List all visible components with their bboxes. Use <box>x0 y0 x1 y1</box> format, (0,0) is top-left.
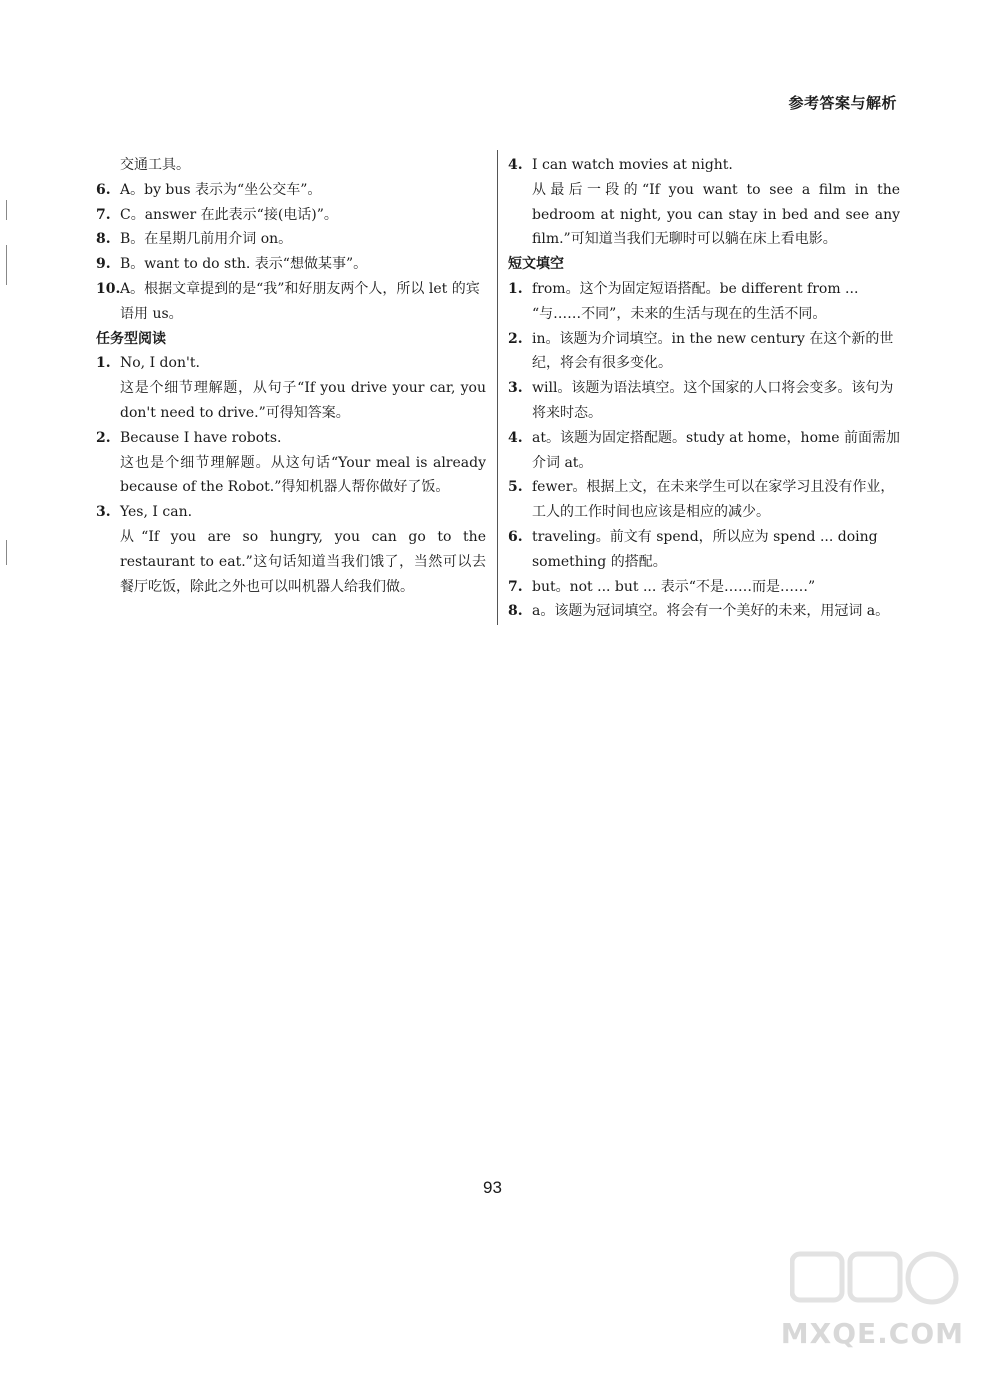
item-explanation: 从“If you are so hungry, you can go to the restaurant to eat.”这句话知道当我们饿了，当然可以去餐厅吃饭，除此之外也可以叫机器人给我们做。 <box>120 528 486 595</box>
item-text: will。该题为语法填空。这个国家的人口将会变多。该句为将来时态。 <box>532 380 894 421</box>
list-item <box>508 376 900 426</box>
page-number: 93 <box>483 1178 502 1197</box>
item-text: A。by bus 表示为“坐公交车”。 <box>120 181 322 198</box>
task-item <box>96 351 486 376</box>
binding-mark <box>6 245 7 285</box>
binding-mark <box>6 540 7 565</box>
item-number: 1. <box>508 280 523 297</box>
task-item <box>96 426 486 451</box>
item-number: 6. <box>508 528 523 545</box>
item-text: fewer。根据上文，在未来学生可以在家学习且没有作业，工人的工作时间也应该是相应的减少。 <box>532 479 895 521</box>
list-item <box>96 277 486 327</box>
list-item <box>508 475 900 525</box>
item-number: 2. <box>508 330 523 347</box>
item-number: 5. <box>508 479 523 496</box>
item-text: B。want to do sth. 表示“想做某事”。 <box>120 256 368 273</box>
item-text: A。根据文章提到的是“我”和好朋友两个人，所以 let 的宾语用 us。 <box>120 280 480 322</box>
item-number: 3. <box>508 380 523 397</box>
task-item <box>96 500 486 525</box>
item-number: 4. <box>508 157 523 173</box>
item-explanation: 从最后一段的“If you want to see a film in the bedroom at night, you can stay in bed and see any film.”可知道当我们无聊时可以躺在床上看电影。 <box>532 181 900 248</box>
item-number: 4. <box>508 429 523 446</box>
list-item <box>96 227 486 252</box>
item-answer: I can watch movies at night. <box>532 157 733 173</box>
watermark-text: MXQE.COM <box>780 1317 964 1350</box>
item-number: 7. <box>508 578 523 595</box>
section-title-task-reading: 任务型阅读 <box>96 330 166 347</box>
item-number: 1. <box>96 355 111 372</box>
section-title-cloze: 短文填空 <box>508 256 564 273</box>
item-text: C。answer 在此表示“接(电话)”。 <box>120 206 338 223</box>
list-item <box>96 252 486 277</box>
item-number: 6. <box>96 181 111 198</box>
list-item <box>508 327 900 377</box>
item-text: B。在星期几前用介词 on。 <box>120 231 293 248</box>
column-divider <box>497 150 498 625</box>
item-number: 10. <box>96 280 121 297</box>
item-text: in。该题为介词填空。in the new century 在这个新的世纪，将会有很多变化。 <box>532 330 894 372</box>
item-answer: Yes, I can. <box>120 504 193 521</box>
item-explanation: 这是个细节理解题，从句子“If you drive your car, you don't need to drive.”可得知答案。 <box>120 380 486 421</box>
page-header-title: 参考答案与解析 <box>788 94 897 112</box>
right-column <box>508 153 900 624</box>
item-text: a。该题为冠词填空。将会有一个美好的未来，用冠词 a。 <box>532 603 890 620</box>
item-text: at。该题为固定搭配题。study at home，home 前面需加介词 at。 <box>532 429 901 471</box>
left-column <box>96 153 486 599</box>
watermark-emblem-icon <box>790 1248 960 1308</box>
list-item <box>96 178 486 203</box>
list-item <box>96 203 486 228</box>
item-text: from。这个为固定短语搭配。be different from ... “与……不同”，未来的生活与现在的生活不同。 <box>532 280 859 322</box>
item-number: 9. <box>96 256 111 273</box>
item-answer: No, I don't. <box>120 355 200 372</box>
lead-line: 交通工具。 <box>120 157 190 173</box>
item-answer: Because I have robots. <box>120 429 282 446</box>
item-number: 2. <box>96 429 111 446</box>
watermark-logo <box>780 1248 970 1358</box>
item-explanation: 这也是个细节理解题。从这句话“Your meal is already because of the Robot.”得知机器人帮你做好了饭。 <box>120 454 486 496</box>
list-item <box>508 599 900 624</box>
item-number: 8. <box>96 231 111 248</box>
binding-mark <box>6 200 7 220</box>
item-number: 3. <box>96 504 111 521</box>
item-text: but。not ... but ... 表示“不是……而是……” <box>532 578 816 595</box>
list-item <box>508 277 900 327</box>
item-text: traveling。前文有 spend，所以应为 spend ... doing something 的搭配。 <box>532 528 878 570</box>
item-number: 7. <box>96 206 111 223</box>
list-item <box>508 525 900 575</box>
list-item <box>508 575 900 600</box>
list-item <box>508 426 900 476</box>
task-item <box>508 153 900 178</box>
item-number: 8. <box>508 603 523 620</box>
